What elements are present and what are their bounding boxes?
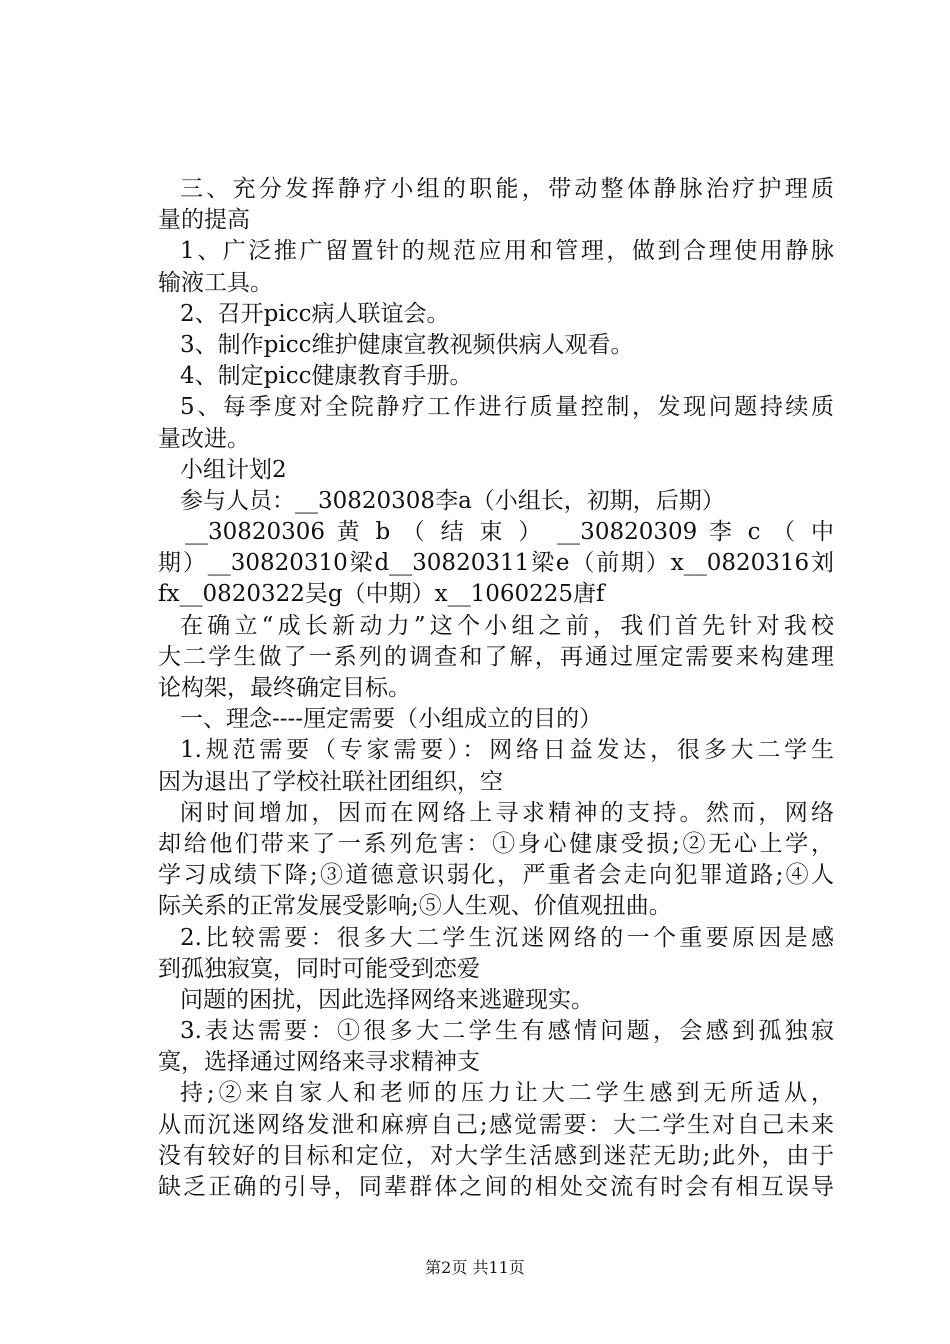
- section-heading: 一、理念----厘定需要（小组成立的目的）: [180, 706, 603, 733]
- list-item: 1、广泛推广留置针的规范应用和管理，做到合理使用静脉: [180, 238, 834, 265]
- paragraph-line: 缺乏正确的引导，同辈群体之间的相处交流有时会有相互误导: [158, 1174, 834, 1200]
- paragraph-line: 大二学生做了一系列的调查和了解，再通过厘定需要来构建理: [158, 643, 834, 670]
- paragraph-line: 从而沉迷网络发泄和麻痹自己;感觉需要：大二学生对自己未来: [158, 1111, 834, 1138]
- participants-line: 期）__30820310梁d__30820311梁e（前期）x__0820316刘: [158, 550, 834, 577]
- paragraph-line: 量的提高: [158, 207, 250, 234]
- list-item: 4、制定picc健康教育手册。: [180, 363, 473, 390]
- participants-line: 参与人员：__30820308李a（小组长，初期，后期）: [180, 487, 725, 514]
- paragraph-line: 到孤独寂寞，同时可能受到恋爱: [158, 955, 480, 982]
- paragraph-line: 没有较好的目标和定位，对大学生活感到迷茫无助;此外，由于: [158, 1142, 834, 1169]
- paragraph-line: 在确立“成长新动力”这个小组之前，我们首先针对我校: [180, 612, 834, 639]
- paragraph-line: 1.规范需要（专家需要）：网络日益发达，很多大二学生: [180, 737, 834, 764]
- paragraph-line: 2.比较需要：很多大二学生沉迷网络的一个重要原因是感: [180, 924, 834, 951]
- paragraph-line: 闲时间增加，因而在网络上寻求精神的支持。然而，网络: [180, 799, 834, 826]
- paragraph-line: 持;②来自家人和老师的压力让大二学生感到无所适从，: [180, 1080, 834, 1107]
- section-heading: 小组计划2: [180, 456, 287, 483]
- list-item: 3、制作picc维护健康宣教视频供病人观看。: [180, 331, 634, 358]
- page-footer: 第2页 共11页: [425, 1258, 525, 1277]
- paragraph-line: 输液工具。: [158, 269, 273, 296]
- paragraph-line: 寞，选择通过网络来寻求精神支: [158, 1049, 480, 1076]
- list-item: 2、召开picc病人联谊会。: [180, 300, 450, 327]
- section-heading: 三、充分发挥静疗小组的职能，带动整体静脉治疗护理质: [180, 176, 834, 202]
- participants-line: fx__0820322吴g（中期）x__1060225唐f: [158, 581, 605, 608]
- paragraph-line: 量改进。: [158, 425, 250, 452]
- paragraph-line: 因为退出了学校社联社团组织，空: [158, 768, 503, 795]
- paragraph-line: 问题的困扰，因此选择网络来逃避现实。: [180, 986, 594, 1013]
- document-body: [158, 174, 834, 1203]
- paragraph-line: 3.表达需要：①很多大二学生有感情问题，会感到孤独寂: [180, 1018, 834, 1045]
- paragraph-line: 却给他们带来了一系列危害：①身心健康受损;②无心上学，: [158, 830, 834, 857]
- paragraph-line: 学习成绩下降;③道德意识弱化，严重者会走向犯罪道路;④人: [158, 862, 834, 889]
- paragraph-line: 论构架，最终确定目标。: [158, 675, 411, 701]
- paragraph-line: 际关系的正常发展受影响;⑤人生观、价值观扭曲。: [158, 893, 672, 920]
- participants-line: __30820306 黄 b （ 结 束 ） __30820309 李 c （ 中: [185, 519, 834, 546]
- list-item: 5、每季度对全院静疗工作进行质量控制，发现问题持续质: [180, 394, 834, 421]
